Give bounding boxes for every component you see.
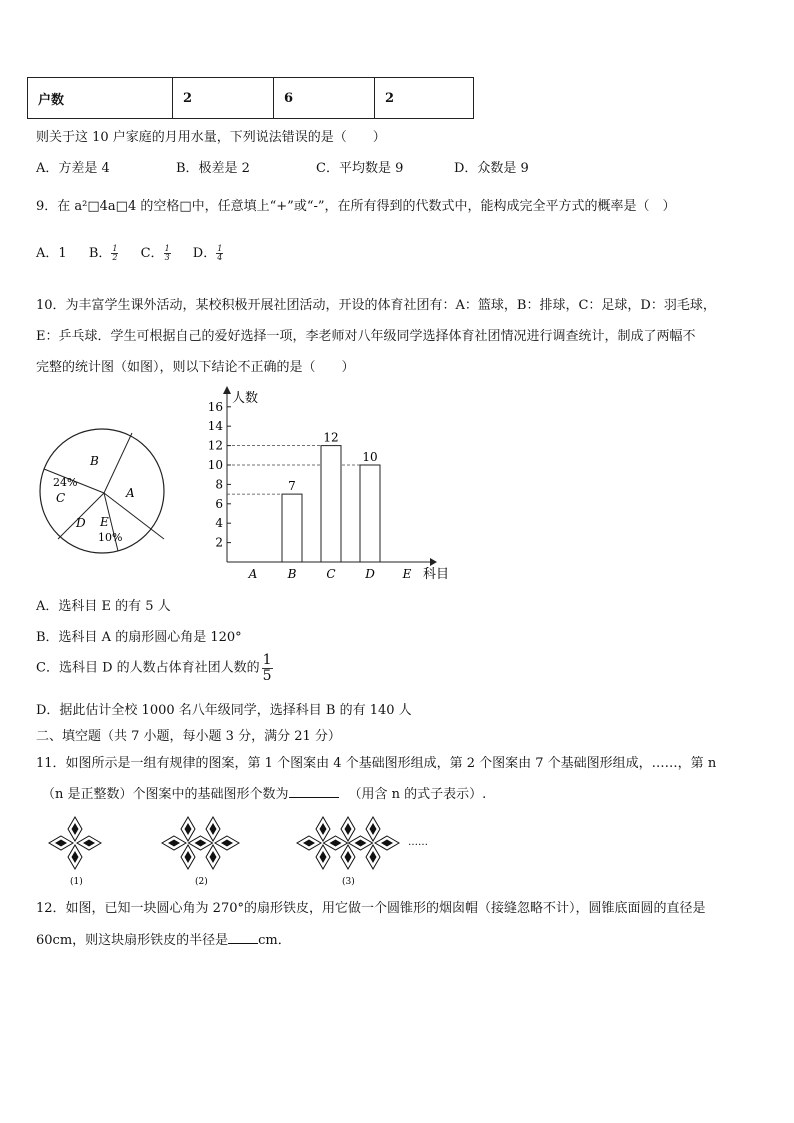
q8-stem: 则关于这 10 户家庭的月用水量，下列说法错误的是（ ） [36,130,386,145]
q10-line3: 完整的统计图（如图），则以下结论不正确的是（ ） [36,360,355,375]
x-tick-label: A [248,567,258,581]
q12-line2 [36,929,291,948]
answer-blank [289,785,339,798]
x-axis-label: 科目 [423,567,450,582]
x-tick-label: C [326,567,336,581]
answer-blank [228,931,258,944]
bar [282,494,302,562]
q11-line2-tail: （用含 n 的式子表示）. [348,787,487,802]
fraction [111,245,118,262]
y-tick-label: 2 [215,535,223,550]
figure-label-2: (2) [195,877,208,887]
data-label: 12 [323,430,339,445]
pie-slice-label: A [126,486,135,500]
pie-slice-label: E [100,515,109,529]
y-tick-label: 6 [215,496,223,511]
q10-option-c: C．选科目 D 的人数占体育社团人数的 [36,660,260,676]
data-label: 10 [362,450,378,464]
pie-slice-label: B [90,454,99,468]
table-cell: 2 [375,78,474,119]
x-axis-arrow [430,558,437,566]
table-row [28,78,474,119]
x-tick-label: E [402,567,412,581]
y-tick-label: 8 [215,477,223,492]
figure-label-3: (3) [342,877,355,887]
pie-slice-boundary [104,433,132,493]
fraction [262,653,273,683]
fraction [216,245,223,262]
q8-option-c: C．平均数是 9 [316,161,404,176]
q10-line2: E：乒乓球．学生可根据自己的爱好选择一项，李老师对八年级同学选择体育社团情况进行调查统计，制成了两幅不 [36,329,696,344]
pattern-ellipsis: …… [408,837,428,848]
x-tick-label: B [287,567,297,581]
pie-labels [53,454,135,544]
q9-options [36,242,223,262]
pie-slice-label: C [56,491,66,505]
q10-option-a: A．选科目 E 的有 5 人 [36,599,171,614]
table-row-label: 户数 [28,78,173,119]
q12-line2-text: 60cm，则这块扇形铁皮的半径是 [36,933,229,948]
y-tick-label: 10 [207,458,223,472]
bar-chart [190,384,455,584]
q8-option-b: B．极差是 2 [176,161,250,176]
q10-option-c-wrap [36,653,273,683]
table-cell: 6 [274,78,375,119]
x-tick-label: D [365,567,375,581]
bar [321,446,341,562]
numerator: 1 [112,244,118,253]
q12-line2-tail: cm． [258,933,291,948]
y-tick-label: 4 [215,516,223,531]
q9-option-a: A．1 [36,246,67,261]
q9-option-d: D． [192,246,217,261]
pie-annotation: 10% [98,531,123,544]
numerator: 1 [262,652,272,668]
y-tick-label: 12 [207,438,223,453]
pie-annotation: 24% [53,476,78,489]
q11-line1: 11．如图所示是一组有规律的图案，第 1 个图案由 4 个基础图形组成，第 2 个图案由 7 个基础图形组成，……，第 n [36,756,717,771]
q9-stem: 9．在 a²□4a□4 的空格□中，任意填上“+”或“-”，在所有得到的代数式中，能构成完全平方式的概率是（ ） [36,199,676,214]
y-axis-label: 人数 [232,391,259,406]
q10-option-d: D．据此估计全校 1000 名八年级同学，选择科目 B 的有 140 人 [36,703,412,718]
figure-label-1: (1) [70,877,83,887]
q8-option-d: D．众数是 9 [454,161,529,176]
pie-chart [38,415,168,557]
y-tick-label: 16 [207,399,223,414]
y-tick-label: 14 [207,419,223,434]
fraction [164,245,171,262]
pie-slice-label: D [76,516,86,530]
denominator: 3 [164,253,170,262]
table-cell: 2 [173,78,274,119]
q8-option-a: A．方差是 4 [36,161,110,176]
y-axis-arrow [223,386,231,394]
q10-option-b: B．选科目 A 的扇形圆心角是 120° [36,630,242,645]
section-title: 二、填空题（共 7 小题，每小题 3 分，满分 21 分） [36,729,341,744]
data-label: 7 [288,479,296,494]
bar [360,465,380,562]
numerator: 1 [164,244,170,253]
denominator: 5 [262,667,272,684]
data-table [27,77,474,119]
denominator: 2 [112,253,118,262]
q10-line1: 10．为丰富学生课外活动，某校积极开展社团活动，开设的体育社团有：A：篮球，B：排球，C：足球，D：羽毛球， [36,298,716,313]
q11-line2-text: （n 是正整数）个图案中的基础图形个数为 [42,787,289,802]
denominator: 4 [217,253,223,262]
q12-line1: 12．如图，已知一块圆心角为 270°的扇形铁皮，用它做一个圆锥形的烟囱帽（接缝忽略不计），圆锥底面圆的直径是 [36,901,706,916]
y-tick-labels [208,400,231,550]
q9-option-c: C． [140,246,164,261]
numerator: 1 [217,244,223,253]
x-category-labels [248,567,412,581]
q11-line2 [42,783,486,802]
pattern-shapes [49,817,399,869]
pattern-figure [40,810,440,890]
q9-option-b: B． [88,246,112,261]
